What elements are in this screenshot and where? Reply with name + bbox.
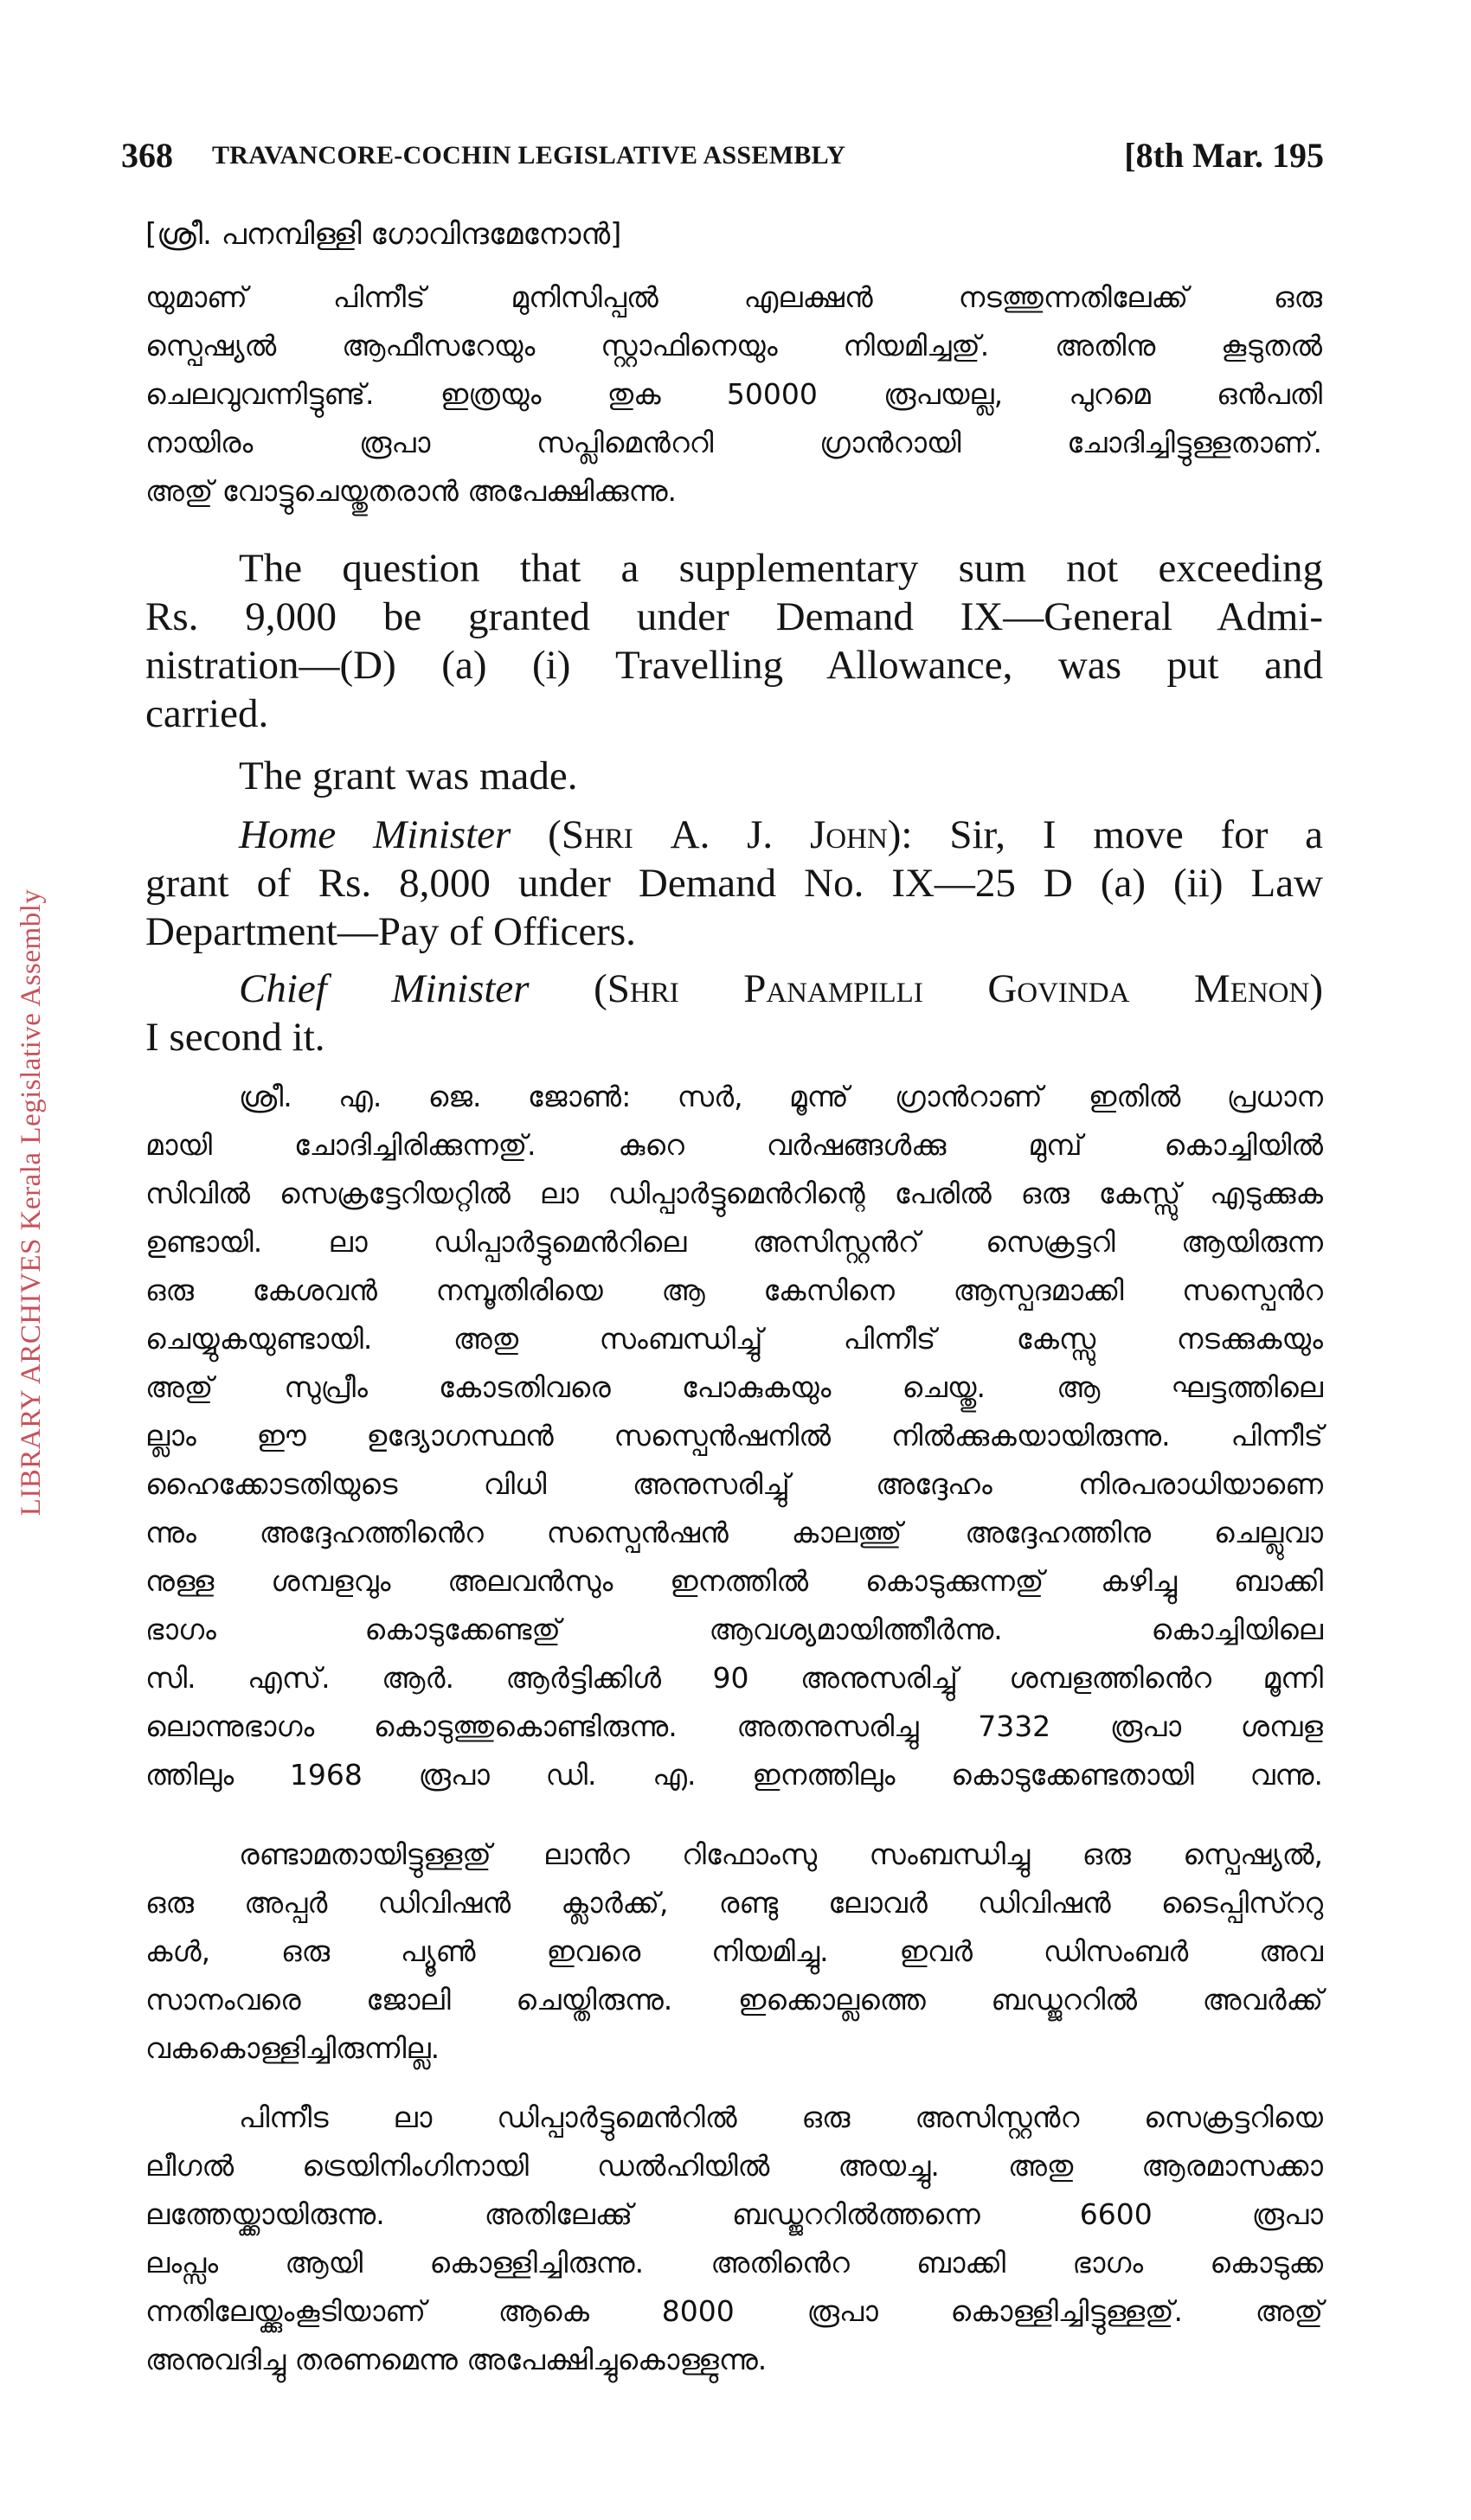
text-line: വകകൊള്ളിച്ചിരുന്നില്ല. [145,2031,440,2065]
text-line: സി. എസ്. ആർ. ആർട്ടിക്കിൾ 90 അനുസരിച്ചു് ശമ്പളത്തിൻെറ മൂന്നി [145,1661,1323,1695]
text-line: കൾ, ഒരു പ്യൂൺ ഇവരെ നിയമിച്ചു. ഇവർ ഡിസംബർ അവ [145,1934,1323,1968]
english-line: grant of Rs. 8,000 under Demand No. IX—25 D (a) (ii) Law [145,861,1323,906]
english-line: The question that a supplementary sum not exceeding [239,546,1323,591]
speaker-heading: [ശ്രീ. പനമ്പിള്ളി ഗോവിന്ദമേനോൻ] [145,217,622,252]
english-line: Department—Pay of Officers. [145,909,636,954]
archive-watermark: LIBRARY ARCHIVES Kerala Legislative Assembly [16,888,47,1516]
text-line: സ്പെഷ്യൽ ആഫീസറേയും സ്റ്റാഫിനെയും നിയമിച്ചതു്. അതിനു കൂടുതൽ [145,329,1322,362]
text-line: ചെയ്യുകയുണ്ടായി. അതു സംബന്ധിച്ചു് പിന്നീട് കേസ്സു നടക്കുകയും [145,1322,1323,1356]
english-line: Rs. 9,000 be granted under Demand IX—General Admi- [145,594,1323,639]
text-line: അതു് വോട്ടുചെയ്തുതരാൻ അപേക്ഷിക്കുന്നു. [145,474,678,508]
page-header [121,130,1324,182]
text-line: ഒരു അപ്പർ ഡിവിഷൻ ക്ലാർക്ക്, രണ്ടു ലോവർ ഡിവിഷൻ ടൈപ്പിസ്ററു [145,1886,1323,1920]
chief-minister-line: Chief Minister (Shri Panampilli Govinda Menon) [239,966,1324,1011]
text-line: മായി ചോദിച്ചിരിക്കുന്നതു്. കുറെ വർഷങ്ങൾക്കു മുമ്പ് കൊച്ചിയിൽ [145,1128,1323,1162]
text-line: ലൊന്നുഭാഗം കൊടുത്തുകൊണ്ടിരുന്നു. അതനുസരിച്ചു 7332 രൂപാ ശമ്പള [145,1709,1323,1743]
home-minister-line: Home Minister (Shri A. J. John): Sir, I move for a [239,812,1324,857]
page-number: 368 [121,136,173,175]
text-line: ലത്തേയ്ക്കായിരുന്നു. അതിലേക്കു് ബഡ്ജററിൽത്തന്നെ 6600 രൂപാ [145,2197,1323,2231]
speaker-prefix: Shri [561,812,633,857]
text-line: സിവിൽ സെക്രട്ടേറിയറ്റിൽ ലാ ഡിപ്പാർട്ടുമെൻറിന്റെ പേരിൽ ഒരു കേസ്സു് എടുക്കുക [145,1177,1323,1210]
speaker-role: Chief Minister [239,966,530,1011]
text-line: അതു് സുപ്രീം കോടതിവരെ പോകുകയും ചെയ്തു. ആ ഘട്ടത്തിലെ [145,1370,1323,1404]
english-line: The grant was made. [239,753,578,798]
header-date: [8th Mar. 195 [1124,136,1324,175]
english-line: carried. [145,691,269,736]
running-title: TRAVANCORE-COCHIN LEGISLATIVE ASSEMBLY [212,141,846,170]
text-line: ലംപ്സം ആയി കൊള്ളിച്ചിരുന്നു. അതിൻെറ ബാക്കി ഭാഗം കൊടുക്ക [145,2246,1323,2280]
text-line: ന്നും അദ്ദേഹത്തിൻെറ സസ്പെൻഷൻ കാലത്തു് അദ്ദേഹത്തിനു ചെല്ലുവാ [145,1516,1323,1549]
text-line: രണ്ടാമതായിട്ടുള്ളതു് ലാൻറ റിഫോംസു സംബന്ധിച്ചു ഒരു സ്പെഷ്യൽ, [239,1837,1323,1871]
english-line: I second it. [145,1015,325,1060]
text-line: ല്ലാം ഈ ഉദ്യോഗസ്ഥൻ സസ്പെൻഷനിൽ നിൽക്കുകയായിരുന്നു. പിന്നീട് [145,1419,1323,1452]
text-line: ലീഗൽ ട്രെയിനിംഗിനായി ഡൽഹിയിൽ അയച്ചു. അതു ആരമാസക്കാ [145,2149,1323,2183]
text-line: യുമാണ് പിന്നീട് മുനിസിപ്പൽ എലക്ഷൻ നടത്തുന്നതിലേക്ക് ഒരു [145,280,1322,314]
text-line: ഭാഗം കൊടുക്കേണ്ടതു് ആവശ്യമായിത്തീർന്നു. കൊച്ചിയിലെ [145,1613,1323,1646]
text-line: ഒരു കേശവൻ നമ്പൂതിരിയെ ആ കേസിനെ ആസ്പദമാക്കി സസ്പെൻറ [145,1273,1323,1307]
speaker-name: Shri Panampilli Govinda Menon [607,966,1310,1011]
speaker-name: A. J. John [670,812,888,857]
text-line: നുള്ള ശമ്പളവും അലവൻസും ഇനത്തിൽ കൊടുക്കുന്നതു് കഴിച്ചു ബാക്കി [145,1564,1323,1598]
text-line: ന്നതിലേയ്ക്കുംകൂടിയാണ് ആകെ 8000 രൂപാ കൊള്ളിച്ചിട്ടുള്ളതു്. അതു് [145,2294,1323,2328]
text-line: ഉണ്ടായി. ലാ ഡിപ്പാർട്ടുമെൻറിലെ അസിസ്റ്റൻറ് സെക്രട്ടറി ആയിരുന്ന [145,1225,1323,1259]
text-line: പിന്നീട ലാ ഡിപ്പാർട്ടുമെൻറിൽ ഒരു അസിസ്റ്റൻറ സെക്രട്ടറിയെ [239,2100,1323,2134]
english-line: nistration—(D) (a) (i) Travelling Allowance, was put and [145,643,1323,688]
text-line: അനുവദിച്ചു തരണമെന്നു അപേക്ഷിച്ചുകൊള്ളുന്നു. [145,2343,768,2376]
text-line: ത്തിലും 1968 രൂപാ ഡി. എ. ഇനത്തിലും കൊടുക്കേണ്ടതായി വന്നു. [145,1758,1323,1792]
text-line: നായിരം രൂപാ സപ്ലിമെൻററി ഗ്രാൻറായി ചോദിച്ചിട്ടുള്ളതാണ്. [145,426,1322,459]
speaker-role: Home Minister [239,812,511,857]
text-line: ചെലവുവന്നിട്ടുണ്ട്. ഇത്രയും തുക 50000 രൂപയല്ല, പുറമെ ഒൻപതി [145,377,1322,411]
text-line: സാനംവരെ ജോലി ചെയ്തിരുന്നു. ഇക്കൊല്ലത്തെ ബഡ്ജററിൽ അവർക്ക് [145,1983,1323,2017]
text-line: ശ്രീ. എ. ജെ. ജോൺ: സർ, മൂന്നു് ഗ്രാൻറാണ് ഇതിൽ പ്രധാന [239,1080,1323,1113]
text-line: ഹൈക്കോടതിയുടെ വിധി അനുസരിച്ചു് അദ്ദേഹം നിരപരാധിയാണെ [145,1467,1323,1501]
